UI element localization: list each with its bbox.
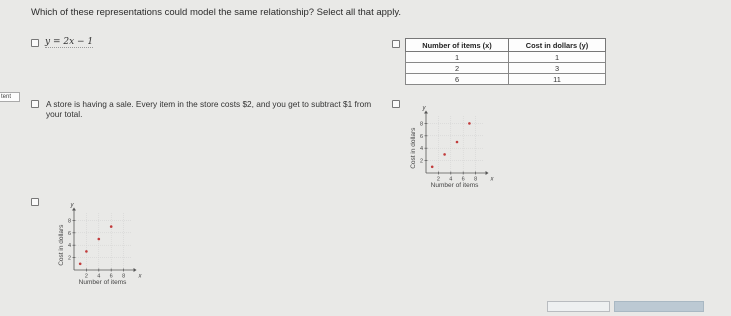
y-tick-label: 2 xyxy=(419,158,423,165)
checkbox-equation[interactable] xyxy=(31,39,39,47)
y-axis-title: Cost in dollars xyxy=(58,224,65,266)
y-tick-label: 4 xyxy=(67,243,71,250)
x-tick-label: 4 xyxy=(449,176,453,183)
checkbox-sale[interactable] xyxy=(31,100,39,108)
x-axis-arrow xyxy=(486,171,489,175)
x-tick-label: 8 xyxy=(474,176,478,183)
equation-text: y = 2x − 1 xyxy=(45,37,94,47)
table-cell: 1 xyxy=(509,52,606,63)
y-tick-label: 6 xyxy=(419,133,423,140)
x-tick-label: 2 xyxy=(436,176,440,183)
y-tick-label: 6 xyxy=(67,230,71,237)
table-cell: 2 xyxy=(406,63,509,74)
x-tick-label: 6 xyxy=(461,176,465,183)
data-point xyxy=(456,141,459,144)
table-cell: 1 xyxy=(406,52,509,63)
table-cell: 6 xyxy=(406,74,509,85)
scatter-graph-left xyxy=(46,200,161,297)
table-row xyxy=(406,63,606,74)
data-point xyxy=(85,250,88,253)
x-tick-label: 8 xyxy=(122,273,126,280)
y-axis-title: Cost in dollars xyxy=(410,127,417,169)
scatter-graph-right xyxy=(398,103,513,200)
table-header-y: Cost in dollars (y) xyxy=(509,39,606,52)
y-tick-label: 2 xyxy=(67,255,71,262)
question-text: Which of these representations could model the same relationship? Select all that apply. xyxy=(31,7,402,18)
data-table xyxy=(405,38,606,85)
data-point xyxy=(98,238,101,241)
y-axis-letter: y xyxy=(422,105,426,112)
data-point xyxy=(443,153,446,156)
checkbox-graph-left[interactable] xyxy=(31,198,39,206)
y-tick-label: 4 xyxy=(419,146,423,153)
sale-option-text: A store is having a sale. Every item in the store costs $2, and you get to subtract $1 from your total. xyxy=(46,99,372,119)
data-point xyxy=(79,263,82,266)
data-point xyxy=(110,225,113,228)
side-tab[interactable]: tent xyxy=(0,92,20,102)
x-axis-arrow xyxy=(134,268,137,272)
data-point xyxy=(468,122,471,125)
y-tick-label: 8 xyxy=(419,121,423,128)
data-point xyxy=(431,166,434,169)
x-axis-letter: x xyxy=(490,176,494,183)
x-axis-letter: x xyxy=(138,273,142,280)
x-tick-label: 6 xyxy=(109,273,113,280)
y-tick-label: 8 xyxy=(67,218,71,225)
checkbox-table[interactable] xyxy=(392,40,400,48)
y-axis-letter: y xyxy=(70,202,74,209)
primary-button[interactable] xyxy=(614,301,704,312)
x-tick-label: 2 xyxy=(84,273,88,280)
table-cell: 11 xyxy=(509,74,606,85)
x-tick-label: 4 xyxy=(97,273,101,280)
x-axis-title: Number of items xyxy=(430,182,479,189)
x-axis-title: Number of items xyxy=(78,279,127,286)
table-row xyxy=(406,52,606,63)
secondary-button[interactable] xyxy=(547,301,610,312)
table-header-x: Number of items (x) xyxy=(406,39,509,52)
table-cell: 3 xyxy=(509,63,606,74)
table-row xyxy=(406,74,606,85)
